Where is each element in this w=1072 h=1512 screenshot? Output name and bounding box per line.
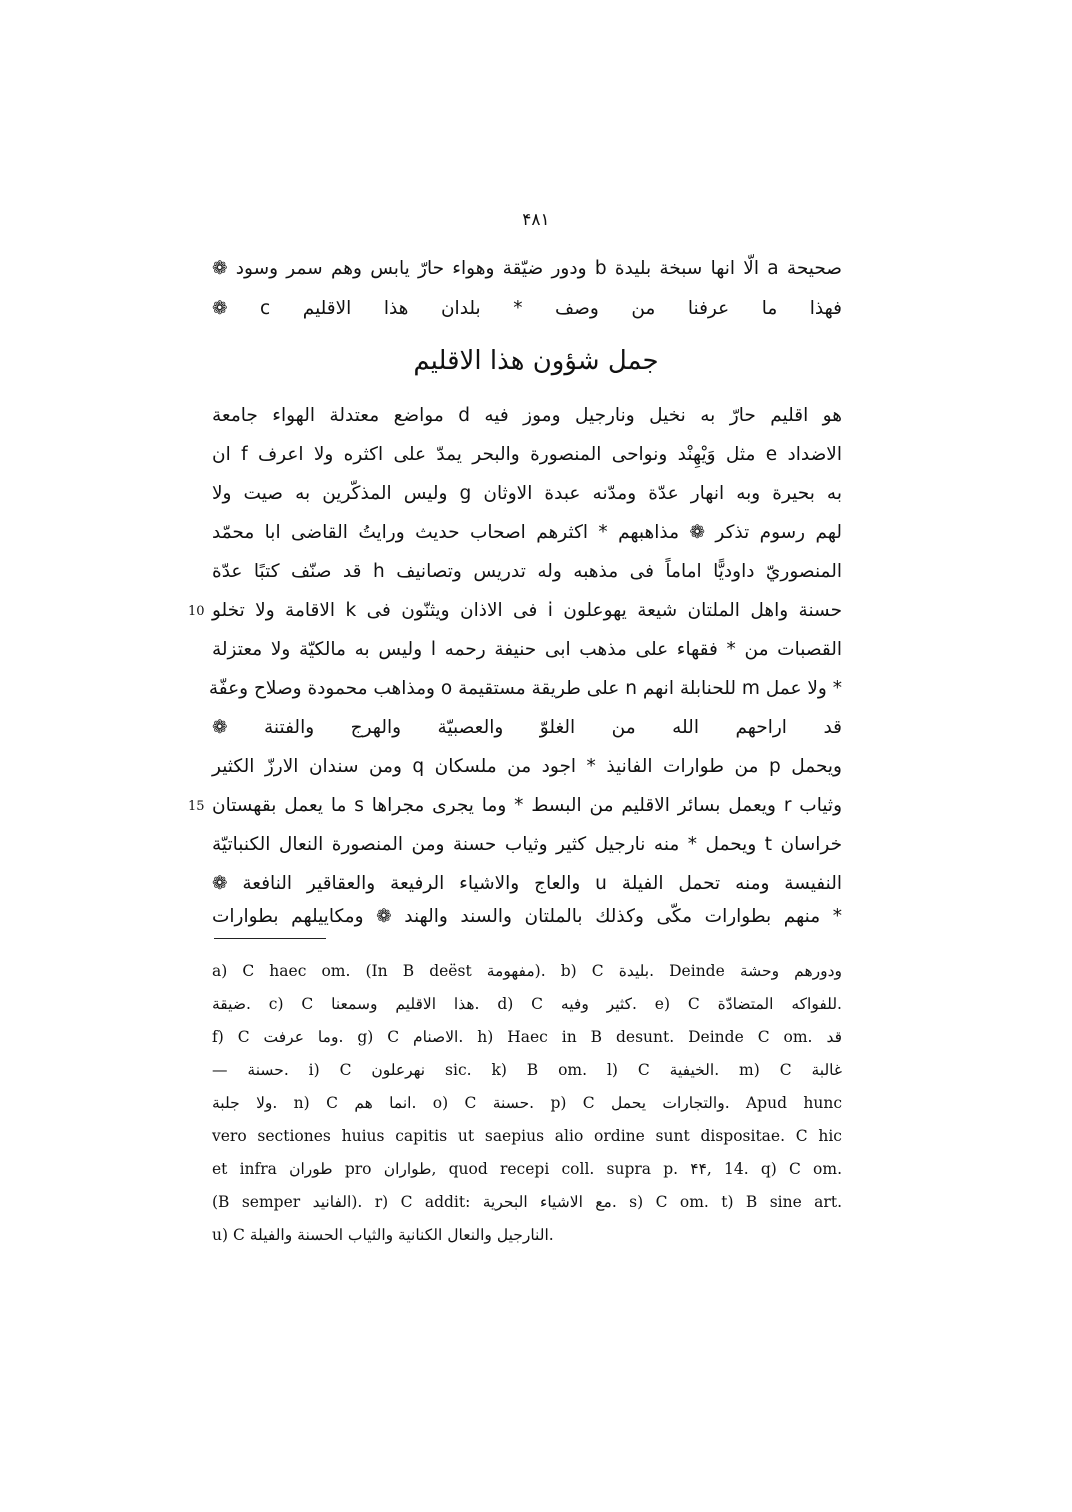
body-line: الاضداد e مثل وَيْهِنْد ونواحى المنصورة والبحر يمدّ على اكثره ولا اعرف f ان	[212, 444, 842, 465]
body-line: * ولا عمل m للحنابلة انهم n على طريقة مستقيمة o ومذاهب محمودة وصلاح وعفّة	[208, 678, 842, 699]
body-line: به بحيرة وبه انهار عدّة ومدّنه عبدة الاوثان g وليس المذكّرين به صيت ولا	[212, 483, 842, 504]
body-line: المنصوريّ داوديًّا اماماً فى مذهبه وله تدريس وتصانيف h قد صنّف كتبًا عدّة	[212, 561, 843, 582]
footnote-line: u) C النارجيل والنعال الكنانية والثياب الحسنة والفيلة.	[212, 1226, 554, 1244]
body-line: هو اقليم حارّ به نخيل ونارجيل وموز فيه d مواضع معتدلة الهواء جامعة	[212, 405, 842, 426]
footnote-line: a) C haec om. (In B deëst مفهومة). b) C بليدة. Deinde ودورهم وحشة	[212, 962, 842, 980]
footnote-line: et infra طوران pro طواران, quod recepi coll. supra p. ۴۴, 14. q) C om.	[212, 1160, 842, 1178]
section-heading: جمل شؤون هذا الاقليم	[413, 346, 659, 376]
body-line: قد اراحهم الله من الغلوّ والعصبيّة والهرج والفتنة ❁	[212, 717, 842, 738]
line-number: 10	[188, 604, 205, 619]
footnote-line: vero sectiones huius capitis ut saepius alio ordine sunt dispositae. C hic	[212, 1127, 842, 1145]
page-number: ۴۸۱	[522, 210, 550, 230]
footnote-line: — حسنة. i) C نهرعلون sic. k) B om. l) C الخيفية. m) C غالبة	[212, 1061, 843, 1079]
footnote-line: f) C وما عرفت. g) C الاصنام. h) Haec in B desunt. Deinde C om. قد	[212, 1028, 842, 1046]
body-line: خراسان t ويحمل * منه نارجيل كثير وثياب حسنة ومن المنصورة النعال الكنباتيّة	[212, 834, 842, 855]
intro-line: صحيحة a الّا انها سبخة بليدة b ودور ضيّقة وهواء حارّ يابس وهم سمر وسود ❁	[212, 258, 842, 279]
body-line: وثياب r ويعمل بسائر الاقليم من البسط * وما يجرى مجراها s ما يعمل بقهستان	[212, 795, 843, 816]
footnote-rule	[214, 938, 326, 939]
body-line: النفيسة ومنه تحمل الفيلة u والعاج والاشياء الرفيعة والعقاقير النافعة ❁	[212, 873, 842, 894]
line-number: 15	[188, 799, 205, 814]
footnote-line: ضيقة. c) C هذا الاقليم وسمعنا. d) C كثير وفيه. e) C للفواكه المتضادّة.	[212, 995, 842, 1013]
body-line: ويحمل p من طوارات الفانيذ * اجود من ملسكان q ومن سندان الارزّ الكثير	[212, 756, 842, 777]
footnote-line: (B semper الفانيد). r) C addit: مع الاشياء البحرية. s) C om. t) B sine art.	[212, 1193, 842, 1211]
body-line: القصبات من * فقهاء على مذهب ابى حنيفة رحمه l وليس به مالكيّة ولا معتزلة	[212, 639, 842, 660]
body-line: حسنة واهل الملتان شيعة يهوعلون i فى الاذان ويثنّون فى k الاقامة ولا تخلو	[212, 600, 842, 621]
body-line: * منهم بطوارات مكّى وكذلك بالملتان والسند والهند ❁ ومكاييلهم بطوارات	[212, 906, 842, 927]
body-line: لهم رسوم تذكر ❁ مذاهبهم * اكثرهم اصحاب حديث ورايتُ القاضى ابا محمّد	[212, 522, 842, 543]
footnote-line: ولا جلبة. n) C انما هم. o) C حسنة. p) C والتجارات يحمل. Apud hunc	[212, 1094, 843, 1112]
intro-line: فهذا ما عرفنا من وصف * بلدان هذا الاقليم c ❁	[212, 298, 842, 319]
